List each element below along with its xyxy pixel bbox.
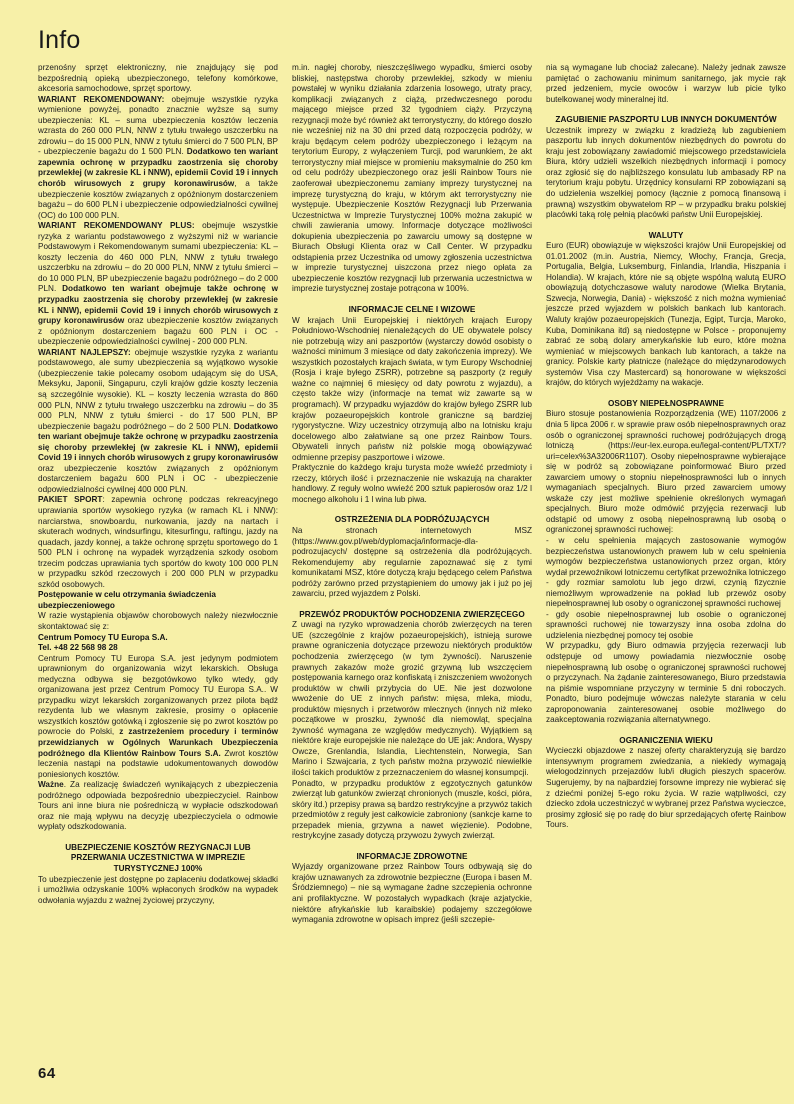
paragraph-text: W razie wystąpienia objawów chorobowych należy niezwłocznie skontaktować się z: bbox=[38, 611, 278, 631]
body-paragraph bbox=[546, 578, 786, 610]
spacer bbox=[546, 105, 786, 111]
section-heading: INFORMACJE ZDROWOTNE bbox=[356, 851, 468, 861]
body-paragraph bbox=[38, 654, 278, 781]
paragraph-text: Wycieczki objazdowe z naszej oferty charakteryzują się bardzo intensywnym programem zwiedzania, a niekiedy wymagają wielogodzinnych przejazdów lub/i długich pieszych spacerów. Sugerujemy, by na najbardziej forsowne imprezy nie wybierać się z dziećmi poniżej 5-ego roku życia. W razie wątpliwości, czy dziecko zdoła uczestniczyć w wybranej przez Państwa wycieczce, prosimy zgłosić się po radę do biur sprzedających ofertę Rainbow Tours. bbox=[546, 746, 786, 830]
right-column bbox=[546, 63, 786, 831]
paragraph-text: - gdy osobie niepełnosprawnej lub osobie o ograniczonej sprawności ruchowej nie towarzyszy inna osoba zdolna do udzielenia niezbędnej pomocy tej osobie bbox=[546, 609, 786, 640]
paragraph-text: Euro (EUR) obowiązuje w większości krajów Unii Europejskiej od 01.01.2002 (m.in. Austria, Niemcy, Włochy, Francja, Grecja, Portugalia, Belgia, Luksemburg, Finlandia, Irlandia, Hiszpania i Holandia). W krajach, które nie są objęte wspólną walutą EURO obowiązują dotychczasowe waluty narodowe (Wielka Brytania, Szwecja, Norwegia, Dania) - większość z nich można wymieniać jeszcze przed wyjazdem w polskich bankach lub kantorach. Waluty krajów pozaeuropejskich (Tunezja, Egipt, Turcja, Maroko, Kuba, Dominikana itd) są niedostępne w Polsce - proponujemy zabrać ze sobą dolary amerykańskie lub euro, które można wymieniać w miejscowych bankach lub kantorach, a także na granicy. Polskie karty płatnicze (należące do międzynarodowych systemów Visa czy Mastercard) są honorowane w większości krajów, do których wyjeżdżamy na wakacje. bbox=[546, 241, 786, 388]
paragraph-text: . Za realizację świadczeń wynikających z ubezpieczenia podróżnego odpowiada bezpośrednio ubezpieczyciel. Rainbow Tours ani inne biura nie pośredniczą w wypłacie odszkodowań oraz nie mają wpływu na decyzję ubezpieczyciela o odmowie wypłaty odszkodowania. bbox=[38, 780, 278, 832]
body-paragraph bbox=[546, 746, 786, 830]
three-column-text-layout bbox=[38, 63, 786, 926]
page-number: 64 bbox=[38, 1065, 56, 1082]
paragraph-text: Centrum Pomocy TU Europa S.A. jest jedynym podmiotem uprawnionym do organizowania wizyt lekarskich. Obsługa medyczna odbywa się bezgotówkowo tylko wtedy, gdy organizowana jest przez Centrum Pomocy TU Europa S.A.. W przypadku wizyt lekarskich zorganizowanych przez pilota bądź rezydenta lub we własnym zakresie, prosimy o opłacenie wszystkich kosztów gotówką i zgłoszenie się po zwrot kosztów po powrocie do Polski, bbox=[38, 653, 278, 737]
body-paragraph bbox=[546, 63, 786, 105]
paragraph-text-continued: , a także ubezpieczenie kosztów związanych z opóźnionym dostarczeniem bagażu – do 600 PLN i ubezpieczenie odpowiedzialności cywilnej (OC) do 100 000 PLN. bbox=[38, 179, 278, 220]
paragraph-text: Z uwagi na ryzyko wprowadzenia chorób zwierzęcych na teren UE (szczególnie z krajów pozaeuropejskich), istnieją surowe prawne ograniczenia dotyczące przewozu niektórych produktów pochodzenia zwierzęcego (w tym żywności). Naruszenie prawnych zakazów może grozić grzywną lub wszczęciem postępowania karnego oraz konfiskatą i zniszczeniem wwożonych produktów w chwili przybycia do UE. Nie jest dozwolone wwożenie do UE z innych państw: mięsa, mleka, miodu, produktów mięsnych i przetworów mlecznych (innych niż mleko początkowe w proszku, żywność dla niemowląt, specjalna żywność wymagana ze względów medycznych). Wyjątkiem są niektóre kraje europejskie nie należące do UE jak: Andora, Wyspy Owcze, Grenlandia, Islandia, Liechtenstein, Norwegia, San Marino i Szwajcaria, z tych państw można przywozić niewielkie ilości takich produktów z przeznaczeniem do własnej konsumpcji. bbox=[292, 620, 532, 777]
body-paragraph bbox=[38, 780, 278, 833]
paragraph-text: Biuro stosuje postanowienia Rozporządzenia (WE) 1107/2006 z dnia 5 lipca 2006 r. w sprawie praw osób niepełnosprawnych oraz osób o ograniczonej sprawności ruchowej podróżujących drogą lotniczą (https://eur-lex.europa.eu/legal-content/PL/TXT/?uri=celex%3A32006R1107). Osoby niepełnosprawne wybierające się w podróż są zobowiązane poinformować Biuro przed zawarciem umowy o stopniu niepełnosprawności lub o innych wymaganiach specjalnych. Biuro przed zawarciem umowy wskaże czy jest możliwe spełnienie określonych wymagań specjalnych. Biuro może odmówić przyjęcia rezerwacji lub odstąpić od umowy z osobą niepełnosprawną lub osobą o ograniczonej sprawności ruchowej: bbox=[546, 409, 786, 535]
body-paragraph bbox=[292, 779, 532, 842]
paragraph-text: m.in. nagłej choroby, nieszczęśliwego wypadku, śmierci osoby bliskiej, następstwa choroby przewlekłej, szkody w mieniu powstałej w wyniku działania zdarzenia losowego, utraty pracy, komplikacji związanych z ciążą, przedwczesnego porodu mającego miejsce przed 32 tygodniem ciąży. Przyczyną rezygnacji może być również akt terrorystyczny, do którego doszło nie wcześniej niż na 30 dni przed datą rozpoczęcia podróży, w kraju będącym celem podróży ubezpieczonego i leżącym na terytorium Europy, z wyłączeniem Turcji, pod warunkiem, że akt terrorystyczny miał miejsce w promieniu maksymalnie do 250 km od celu podróży ubezpieczonego oraz jeśli Rainbow Tours nie zaoferował ubezpieczonemu zamiany imprezy turystycznej na imprezę turystyczną do kraju, w którym akt terrorystyczny nie występuje. Ubezpieczenie Kosztów Rezygnacji lub Przerwania Uczestnictwa w Imprezie Turystycznej 100% można zakupić w chwili zawierania umowy. Informacje dotyczące możliwości dokupienia ubezpieczenia po zawarciu umowy są dostępne w Biurach Obsługi Klienta oraz w Call Center. W przypadku odstąpienia przez Uczestnika od umowy zgłoszenia uczestnictwa w imprezie turystycznej uiszczona przez niego opłata za ubezpieczenie kosztów rezygnacji lub przerwania uczestnictwa w imprezie turystycznej zostaje potrącona w 100%. bbox=[292, 63, 532, 294]
body-paragraph bbox=[38, 611, 278, 632]
paragraph-text: Na stronach internetowych MSZ (https://www.gov.pl/web/dyplomacja/informacje-dla-podrozujacych/ dostępne są ostrzeżenia dla podróżujących. Rekomendujemy aby regularnie zapoznawać się z tymi komunikatami MSZ, które dotyczą kraju będącego celem Państwa podróży zarówno przed przystąpieniem do umowy jak i już po jej zawarciu, przed wyjazdem z Polski. bbox=[292, 525, 532, 599]
body-paragraph bbox=[546, 241, 786, 389]
spacer bbox=[292, 295, 532, 301]
paragraph-lead-in: PAKIET SPORT bbox=[38, 495, 103, 505]
page-title: Info bbox=[38, 26, 81, 54]
paragraph-text: - gdy rozmiar samolotu lub jego drzwi, czynią fizycznie niemożliwym wprowadzenie na pokład lub przewóz osoby niepełnosprawnej lub osoby o ograniczonej sprawności ruchowej bbox=[546, 578, 786, 609]
paragraph-text: przenośny sprzęt elektroniczny, nie znajdujący się pod bezpośrednią opieką ubezpieczonego, telefony komórkowe, akcesoria samochodowe, sprzęt sportowy. bbox=[38, 63, 278, 94]
paragraph-lead-in: WARIANT REKOMENDOWANY PLUS: bbox=[38, 221, 195, 231]
body-paragraph bbox=[292, 526, 532, 600]
paragraph-text: nia są wymagane lub chociaż zalecane). Należy jednak zawsze pamiętać o zachowaniu minimum sanitarnego, jak mycie rąk przed jedzeniem, mycie owoców i warzyw lub picie tylko butelkowanej wody mineralnej itd. bbox=[546, 63, 786, 104]
body-paragraph bbox=[38, 348, 278, 496]
paragraph-emphasis: Dodatkowo ten wariant obejmuje także ochronę w przypadku zaostrzenia się choroby przewlekłej (w zakresie KL i NNW), epidemii Covid 19 i innych chorób wirusowych z grupy koronawirusów bbox=[38, 421, 278, 463]
paragraph-text: Praktycznie do każdego kraju turysta może wwieźć przedmioty i rzeczy, których ilość i przeznaczenie nie wskazują na charakter handlowy. Z reguły wolno wwieźć 200 sztuk papierosów oraz 1/2 l mocnego alkoholu i 1 l wina lub piwa. bbox=[292, 463, 532, 504]
spacer bbox=[546, 726, 786, 732]
body-paragraph bbox=[546, 409, 786, 536]
paragraph-text: Ponadto, w przypadku produktów z egzotycznych gatunków zwierząt lub gatunków zwierząt chronionych (muszle, kości, pióra, skóry itd.) przepisy prawa są bardzo restrykcyjne a przywóz takich przedmiotów z reguły jest całkowicie zabroniony (sankcje karne to przepadek mienia, grzywna a nawet więzienie). Podobne, restrykcyjne zasady dotyczą przywozu żywych zwierząt. bbox=[292, 778, 532, 841]
body-paragraph bbox=[292, 316, 532, 464]
paragraph-emphasis: Dodatkowo ten wariant zapewnia ochronę w przypadku zaostrzenia się choroby przewlekłej (w zakresie KL i NNW), epidemii Covid 19 i innych chorób wirusowych z grupy koronawirusów bbox=[38, 147, 278, 189]
paragraph-text: Wyjazdy organizowane przez Rainbow Tours odbywają się do krajów uznawanych za zdrowotnie bezpieczne (Europa i basen M. Śródziemnego) – nie są wymagane żadne szczepienia ochronne ani profilaktyczne. W pozostałych wypadkach (kraje azjatyckie, niektóre afrykańskie lub karaibskie) podajemy szczegółowe wymagania zdrowotne w opisach imprez (jeśli szczepie- bbox=[292, 862, 532, 925]
body-paragraph bbox=[546, 610, 786, 642]
paragraph-text: Uczestnik imprezy w związku z kradzieżą lub zagubieniem paszportu lub innych dokumentów niezbędnych do powrotu do kraju jest zobowiązany zawiadomić miejscowego przedstawiciela Biura, który udzieli wszelkich niezbędnych informacji i pomocy oraz zgłosić się do najbliższego konsulatu lub ambasady RP na terytorium kraju pobytu. Urzędnicy konsularni RP zobowiązani są do udzielenia wszelkiej pomocy (łącznie z pomocą finansową i prawną) wszystkim obywatelom RP – w przypadku braku polskiej placówki taką rolę pełnią placówki państw Unii Europejskiej. bbox=[546, 125, 786, 220]
body-paragraph bbox=[546, 641, 786, 725]
body-paragraph bbox=[546, 536, 786, 578]
paragraph-text: W przypadku, gdy Biuro odmawia przyjęcia rezerwacji lub odstępuje od umowy powiadamia niezwłocznie osobę niepełnosprawną lub osobę o ograniczonej sprawności ruchowej o przyczynach. Na żądanie zainteresowanego, Biuro przedstawia na piśmie wspomniane przyczyny w terminie 5 dni roboczych. Ponadto, biuro podejmuje wówczas należyte starania w celu zaproponowania zainteresowanej osobie możliwego do zaakceptowania rozwiązania alternatywnego. bbox=[546, 641, 786, 725]
body-paragraph bbox=[38, 63, 278, 95]
body-paragraph bbox=[292, 63, 532, 295]
body-paragraph bbox=[38, 95, 278, 222]
left-column bbox=[38, 63, 278, 906]
section-heading: ZAGUBIENIE PASZPORTU LUB INNYCH DOKUMENTÓW bbox=[555, 115, 777, 125]
section-heading: OGRANICZENIA WIEKU bbox=[619, 735, 713, 745]
paragraph-text-continued: oraz ubezpieczenie kosztów związanych z opóźnionym dostarczeniem bagażu 600 PLN i OC - ubezpieczenie odpowiedzialności cywilnej 400 000 PLN. bbox=[38, 463, 278, 494]
paragraph-text: obejmuje wszystkie ryzyka wymienione powyżej, ponadto znacznie wyższe są sumy ubezpieczenia: KL – suma ubezpieczenia kosztów leczenia wzrasta do 260 000 PLN, NNW z tytułu trwałego uszczerbku na zdrowiu – do 15 000 PLN, NNW z tytułu śmierci do 7 500 PLN, BP - ubezpieczenie bagażu do 1 500 PLN. bbox=[38, 94, 278, 157]
bold-subheading: Tel. +48 22 568 98 28 bbox=[38, 643, 118, 653]
paragraph-emphasis: Dodatkowo ten wariant obejmuje także ochronę w przypadku zaostrzenia się choroby przewlekłej (w zakresie KL i NNW), epidemii Covid 19 i innych chorób wirusowych z grupy koronawirusów bbox=[38, 284, 278, 326]
section-heading: WALUTY bbox=[648, 230, 684, 240]
paragraph-text: obejmuje wszystkie ryzyka z wariantu podstawowego, ale sumy ubezpieczenia są wyjątkowo wysokie (ubezpieczenie takie polecamy osobom udającym się do USA, Meksyku, Japonii, Singapuru, czyli krajów gdzie koszty leczenia są szczególnie wysokie). KL – koszty leczenia wzrasta do 860 000 PLN, NNW z tytułu trwałego uszczerbku na zdrowiu – do 35 000 PLN, NNW z tytułu śmierci - do 17 500 PLN, BP ubezpieczenie bagażu podróżnego – do 2 500 PLN. bbox=[38, 347, 278, 431]
middle-column bbox=[292, 63, 532, 926]
paragraph-text-continued: oraz ubezpieczenie kosztów związanych z opóźnionym dostarczeniem bagażu 600 PLN i OC - ubezpieczenie odpowiedzialności cywilnej - 200 000 PLN. bbox=[38, 316, 278, 347]
paragraph-text: - w celu spełnienia mających zastosowanie wymogów bezpieczeństwa ustanowionych prawem lub w celu spełnienia wymogów bezpieczeństwa ustanowionych przez organ, który wydał przewoźnikowi lotniczemu certyfikat przewoźnika lotniczego bbox=[546, 535, 786, 577]
body-paragraph bbox=[38, 221, 278, 348]
paragraph-emphasis: z zastrzeżeniem procedury i terminów przewidzianych w Ogólnych Warunkach Ubezpieczenia podróżnego dla Klientów Rainbow Tours S.A. bbox=[38, 727, 278, 758]
section-heading: OSTRZEŻENIA DLA PODRÓŻUJĄCYCH bbox=[334, 515, 490, 525]
paragraph-text: : zapewnia ochronę podczas rekreacyjnego uprawiania sportów wysokiego ryzyka (w ramach KL i NNW): narciarstwa, snowboardu, nurkowania, jazdy na nartach i skuterach wodnych, windsurfingu, kitesurfingu, raftingu, jazdy na quadach, jazdy konnej, a także ochronę sprzętu sportowego do 1 500 PLN i ochronę na wypadek wyrządzenia szkody osobom trzecim podczas uprawiania tych sportów do kwoty 100 000 PLN w przypadku szkód rzeczowych i 200 000 PLN w przypadku szkód osobowych. bbox=[38, 495, 278, 589]
paragraph-text-continued: Zwrot kosztów leczenia nastąpi na podstawie udokumentowanych dowodów poniesionych kosztów. bbox=[38, 748, 278, 779]
spacer bbox=[292, 842, 532, 848]
body-paragraph bbox=[546, 126, 786, 221]
bold-subheading: Centrum Pomocy TU Europa S.A. bbox=[38, 632, 168, 642]
body-paragraph bbox=[292, 620, 532, 778]
spacer bbox=[292, 600, 532, 606]
paragraph-lead-in: WARIANT REKOMENDOWANY: bbox=[38, 94, 165, 104]
bold-subheading: Postępowanie w celu otrzymania świadczenia ubezpieczeniowego bbox=[38, 590, 216, 610]
paragraph-lead-in: Ważne bbox=[38, 780, 64, 790]
spacer bbox=[292, 505, 532, 511]
paragraph-text: W krajach Unii Europejskiej i niektórych krajach Europy Południowo-Wschodniej nienależących do UE obywatele polscy nie potrzebują wizy ani paszportów (wystarczy dowód osobisty o ważności minimum 3 miesiące od daty zakończenia imprezy). We wszystkich pozostałych krajach świata, w tym Europy Wschodniej (Rosja i kraje byłego ZSRR), potrzebne są paszporty (z reguły ważne co najmniej 6 miesięcy od daty powrotu z wyjazdu), a często także wizy (informacje na temat wiz zawarte są w programach). W przypadku wyjazdów do krajów byłego ZSRR lub krajów pozaeuropejskich kontrole graniczne są bardziej rygorystyczne. Wizy uczestnicy otrzymują albo na lotnisku kraju docelowego albo załatwiane są one przez Rainbow Tours. Obywateli innych państw niż polskie mogą obowiązywać odmienne przepisy paszportowe i wizowe. bbox=[292, 315, 532, 462]
body-paragraph bbox=[292, 463, 532, 505]
section-heading: PRZEWÓZ PRODUKTÓW POCHODZENIA ZWIERZĘCEGO bbox=[299, 609, 525, 619]
body-paragraph bbox=[292, 862, 532, 925]
paragraph-text: To ubezpieczenie jest dostępne po zapłaceniu dodatkowej składki i umożliwia odzyskanie 100% wpłaconych środków na wypadek odwołania wyjazdu z ważnej życiowej przyczyny, bbox=[38, 874, 278, 905]
spacer bbox=[546, 389, 786, 395]
paragraph-lead-in: WARIANT NAJLEPSZY: bbox=[38, 347, 131, 357]
paragraph-text: obejmuje wszystkie ryzyka z wariantu podstawowego z wyższymi niż w wariancie Podstawowym i Rekomendowanym sumami ubezpieczenia: KL – koszty leczenia do 460 000 PLN, NNW z tytułu trwałego uszczerbku na zdrowiu – do 20 000 PLN, NNW z tytułu śmierci – do 10 000 PLN, BP ubezpieczenie bagażu podróżnego – do 2 000 PLN. bbox=[38, 221, 278, 294]
section-heading: INFORMACJE CELNE I WIZOWE bbox=[348, 305, 476, 315]
spacer bbox=[38, 833, 278, 839]
spacer bbox=[546, 221, 786, 227]
body-paragraph bbox=[38, 875, 278, 907]
section-heading: OSOBY NIEPEŁNOSPRAWNE bbox=[608, 398, 724, 408]
section-heading: UBEZPIECZENIE KOSZTÓW REZYGNACJI LUB PRZERWANIA UCZESTNICTWA W IMPREZIE TURYSTYCZNEJ 100% bbox=[65, 842, 251, 874]
body-paragraph bbox=[38, 495, 278, 590]
